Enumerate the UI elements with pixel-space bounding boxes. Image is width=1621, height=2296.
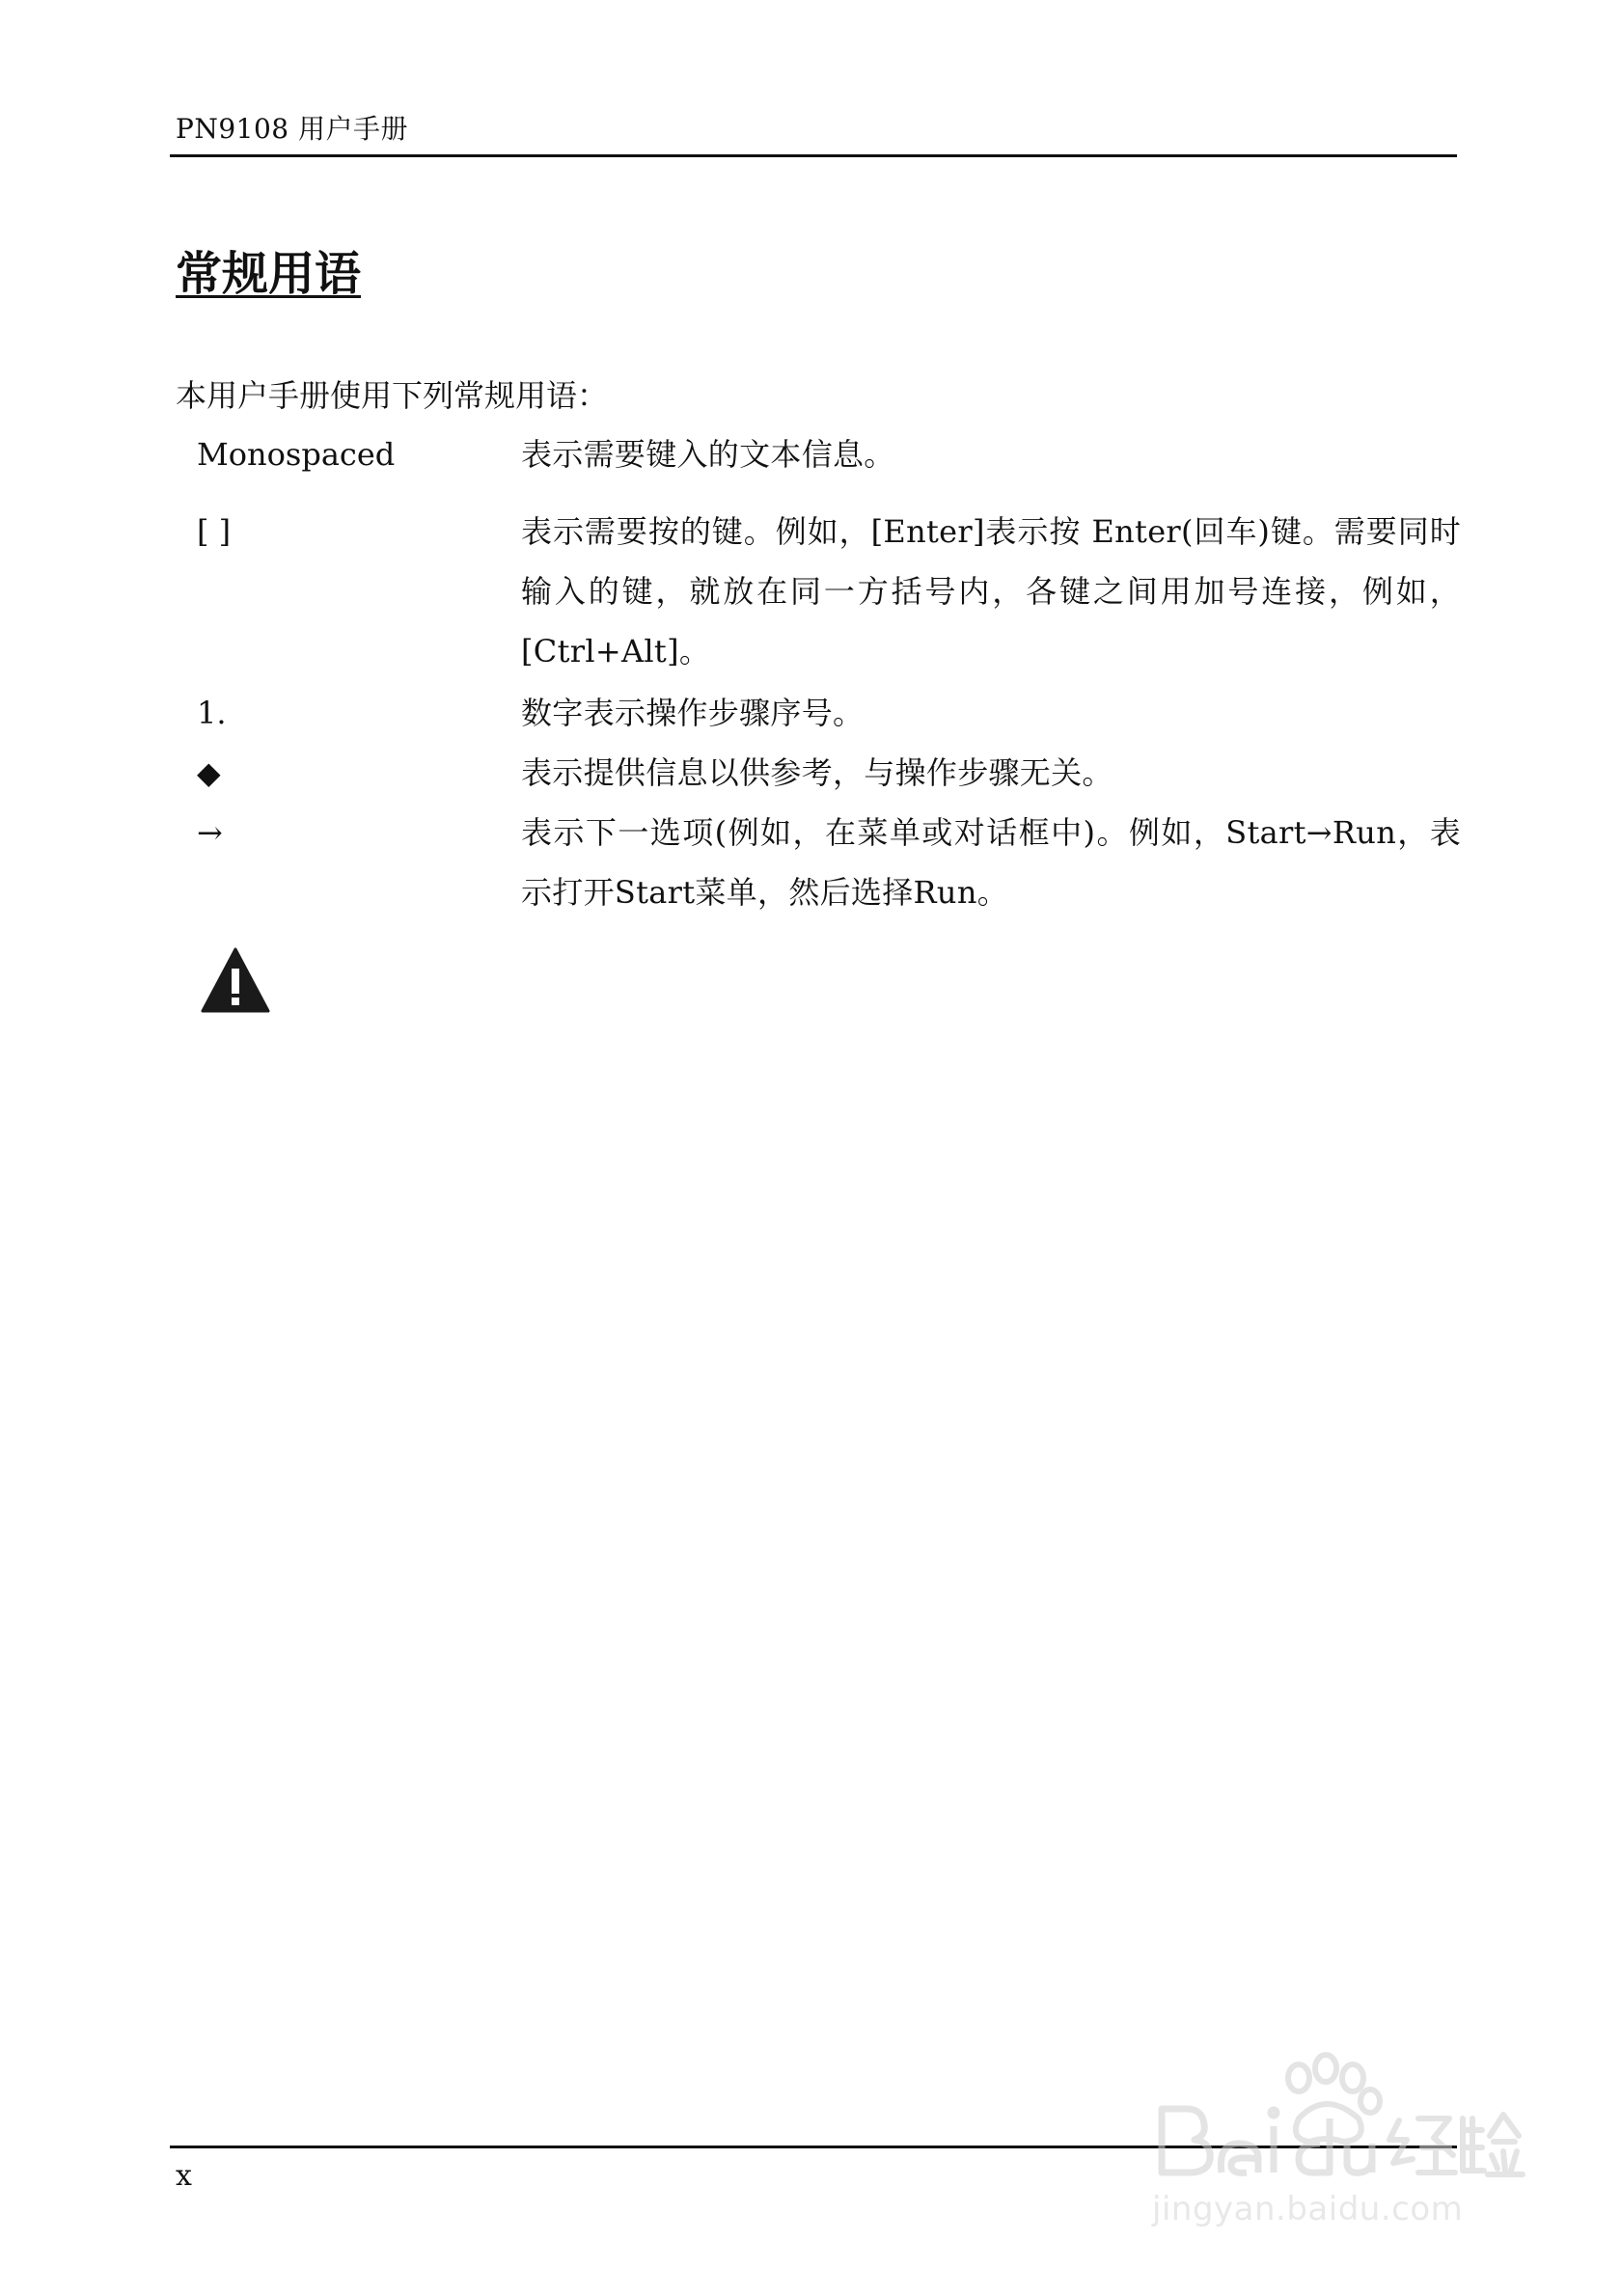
convention-description: 数字表示操作步骤序号。 [521,695,865,731]
convention-description: 表示提供信息以供参考，与操作步骤无关。 [521,754,1113,791]
convention-term: 1. [197,695,227,731]
convention-row [197,430,1461,502]
convention-description: 表示需要按的键。例如，[Enter]表示按 Enter(回车)键。需要同时输入的键，就放在同一方括号内，各键之间用加号连接，例如，[Ctrl+Alt]。 [521,513,1461,670]
page-number: x [176,2159,192,2193]
convention-row [197,502,1461,683]
warning-triangle-icon [201,947,270,1013]
convention-description: 表示下一选项(例如，在菜单或对话框中)。例如，Start→Run，表示打开Start菜单，然后选择Run。 [521,814,1461,911]
convention-term: ◆ [197,754,221,791]
convention-row [197,743,1461,803]
convention-row [197,803,1461,924]
convention-row [197,683,1461,743]
header-divider [170,154,1457,157]
convention-term: Monospaced [197,436,396,473]
section-intro: 本用户手册使用下列常规用语： [176,377,609,414]
baidu-jingyan-watermark [1154,2051,1544,2254]
section-title: 常规用语 [176,247,362,301]
conventions-list [197,430,1461,924]
convention-term: [ ] [197,513,232,550]
convention-term: → [197,814,223,851]
baidu-paw-icon [1154,2051,1544,2196]
watermark-url: jingyan.baidu.com [1152,2190,1464,2228]
convention-description: 表示需要键入的文本信息。 [521,436,895,473]
running-header: PN9108 用户手册 [176,113,408,145]
